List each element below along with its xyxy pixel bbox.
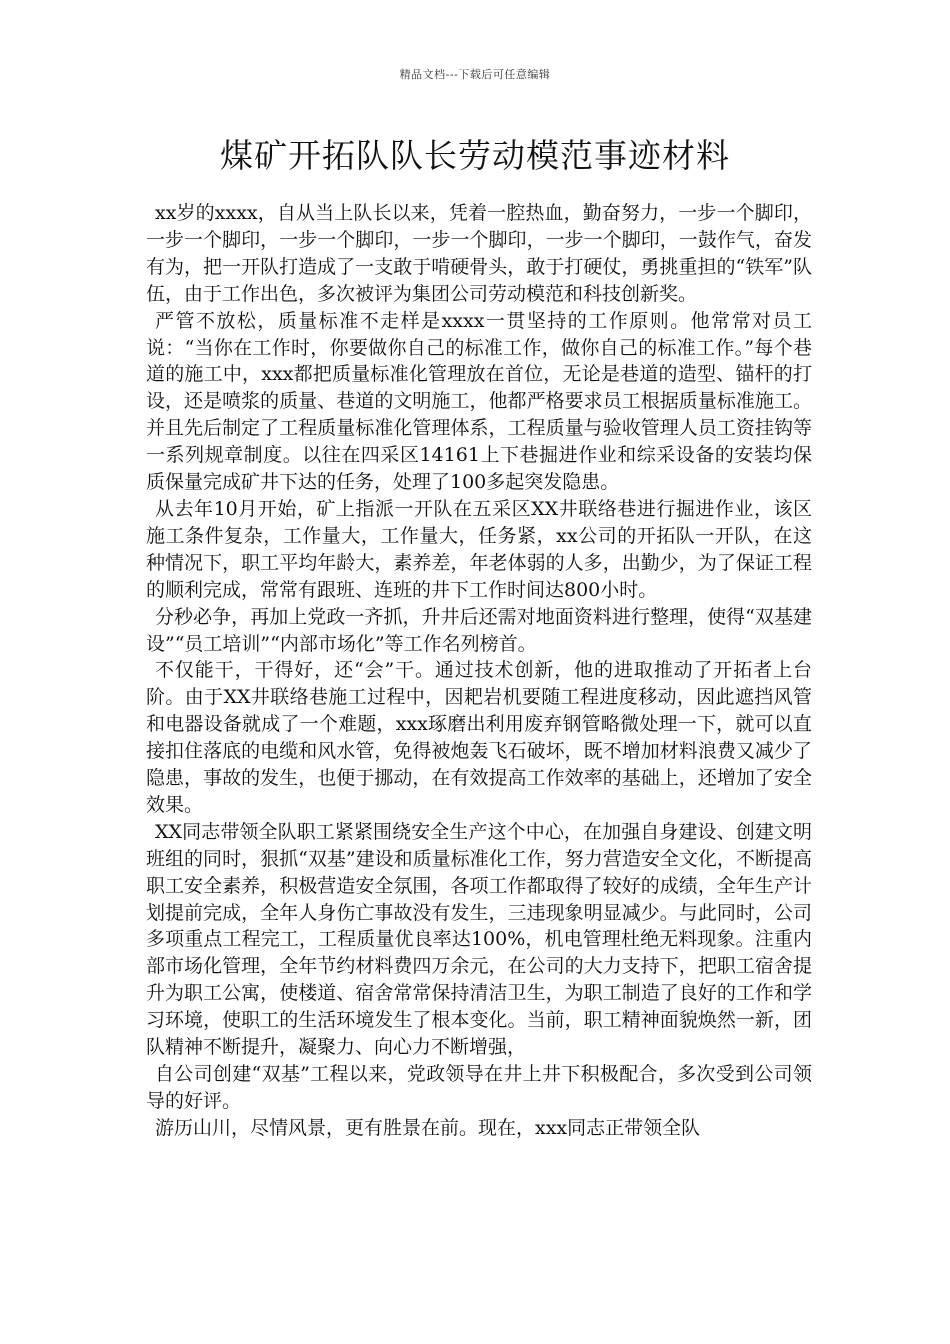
- paragraph-1: xx岁的xxxx，自从当上队长以来，凭着一腔热血，勤奋努力，一步一个脚印，一步一个脚印，一步一个脚印，一步一个脚印，一步一个脚印，一鼓作气，奋发有为，把一开队打造成了一支敢于啃硬骨头，敢于打硬仗，勇挑重担的“铁军”队伍，由于工作出色，多次被评为集团公司劳动模范和科技创新奖。: [146, 202, 812, 305]
- paragraph-2: 严管不放松，质量标准不走样是xxxx一贯坚持的工作原则。他常常对员工说：“当你在工作时，你要做你自己的标准工作，做你自己的标准工作。”每个巷道的施工中，xxx都把质量标准化管理放在首位，无论是巷道的造型、锚杆的打设，还是喷浆的质量、巷道的文明施工，他都严格要求员工根据质量标准施工。并且先后制定了工程质量标准化管理体系，工程质量与验收管理人员工资挂钩等一系列规章制度。以往在四采区14161上下巷掘进作业和综采设备的安装均保质保量完成矿井下达的任务，处理了100多起突发隐患。: [146, 309, 812, 494]
- paragraph-6: XX同志带领全队职工紧紧围绕安全生产这个中心，在加强自身建设、创建文明班组的同时，狠抓“双基”建设和质量标准化工作，努力营造安全文化，不断提高职工安全素养，积极营造安全氛围，各项工作都取得了较好的成绩，全年生产计划提前完成，全年人身伤亡事故没有发生，三违现象明显减少。与此同时，公司多项重点工程完工，工程质量优良率达100%，机电管理杜绝无料现象。注重内部市场化管理，全年节约材料费四万余元，在公司的大力支持下，把职工宿舍提升为职工公寓，使楼道、宿舍常常保持清洁卫生，为职工制造了良好的工作和学习环境，使职工的生活环境发生了根本变化。当前，职工精神面貌焕然一新，团队精神不断提升，凝聚力、向心力不断增强，: [146, 820, 812, 1059]
- paragraph-4: 分秒必争，再加上党政一齐抓，升井后还需对地面资料进行整理，使得“双基建设”“员工培训”“内部市场化”等工作名列榜首。: [146, 605, 812, 655]
- paragraph-8: 游历山川，尽情风景，更有胜景在前。现在，xxx同志正带领全队: [155, 1116, 701, 1139]
- header-note: 精品文档---下载后可任意编辑: [399, 68, 551, 81]
- paragraph-3: 从去年10月开始，矿上指派一开队在五采区XX井联络巷进行掘进作业，该区施工条件复杂，工作量大，工作量大，任务紧，xx公司的开拓队一开队，在这种情况下，职工平均年龄大，素养差，年老体弱的人多，出勤少，为了保证工程的顺利完成，常常有跟班、连班的井下工作时间达800小时。: [146, 497, 812, 601]
- document-body: [146, 200, 812, 1142]
- document-title: 煤矿开拓队队长劳动模范事迹材料: [220, 136, 730, 175]
- paragraph-5: 不仅能干，干得好，还“会”干。通过技术创新，他的进取推动了开拓者上台阶。由于XX井联络巷施工过程中，因耙岩机要随工程进度移动，因此遮挡风管和电器设备就成了一个难题，xxx琢磨出利用废弃钢管略微处理一下，就可以直接扣住落底的电缆和风水管，免得被炮轰飞石破坏，既不增加材料浪费又减少了隐患，事故的发生，也便于挪动，在有效提高工作效率的基础上，还增加了安全效果。: [146, 659, 812, 816]
- paragraph-7: 自公司创建“双基”工程以来，党政领导在井上井下积极配合，多次受到公司领导的好评。: [146, 1063, 812, 1112]
